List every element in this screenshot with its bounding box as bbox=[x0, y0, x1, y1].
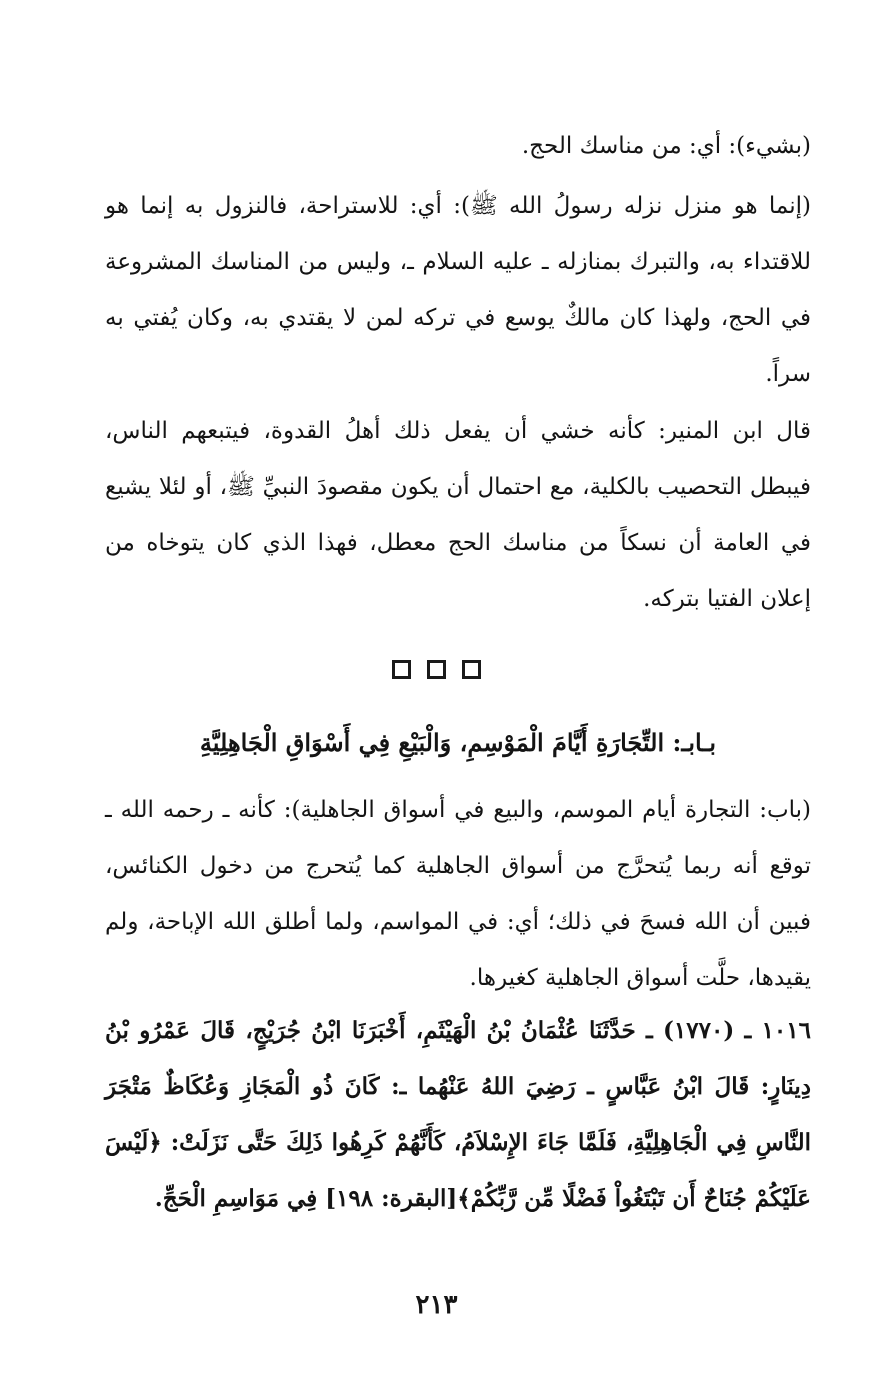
square-ornament-icon bbox=[462, 660, 481, 679]
square-ornament-icon bbox=[427, 660, 446, 679]
chapter-heading: بـابـ: التِّجَارَةِ أَيَّامَ الْمَوْسِمِ، وَالْبَيْعِ فِي أَسْوَاقِ الْجَاهِلِيَّةِ bbox=[199, 728, 717, 757]
hadith-paragraph: ١٠١٦ ـ (١٧٧٠) ـ حَدَّثَنَا عُثْمَانُ بْنُ الْهَيْثَمِ، أَخْبَرَنَا ابْنُ جُرَيْجٍ، قَالَ عَمْرُو بْنُ دِينَارٍ: قَالَ ابْنُ عَبَّاسٍ ـ رَضِيَ اللهُ عَنْهُما ـ: كَانَ ذُو الْمَجَازِ وَعُكَاظٌ مَتْجَرَ النَّاسِ فِي الْجَاهِلِيَّةِ، فَلَمَّا جَاءَ الإِسْلاَمُ، كَأَنَّهُمْ كَرِهُوا ذَلِكَ حَتَّى نَزَلَتْ: ﴿لَيْسَ عَلَيْكُمْ جُنَاحٌ أَن تَبْتَغُواْ فَضْلًا مِّن رَّبِّكُمْ﴾[البقرة: ١٩٨] فِي مَوَاسِمِ الْحَجِّ. bbox=[105, 1017, 811, 1212]
section-divider bbox=[0, 660, 873, 683]
square-ornament-icon bbox=[392, 660, 411, 679]
paragraph-3: قال ابن المنير: كأنه خشي أن يفعل ذلك أهلُ القدوة، فيتبعهم الناس، فيبطل التحصيب بالكلية، مع احتمال أن يكون مقصودَ النبيِّ ﷺ، أو لئلا يشيع في العامة أن نسكاً من مناسك الحج معطل، فهذا الذي كان يتوخاه من إعلان الفتيا بتركه. bbox=[105, 418, 811, 612]
commentary-paragraph: (باب: التجارة أيام الموسم، والبيع في أسواق الجاهلية): كأنه ـ رحمه الله ـ توقع أنه ربما يُتحرَّج من أسواق الجاهلية كما يُتحرج من دخول الكنائس، فبين أن الله فسحَ في ذلك؛ أي: في المواسم، ولما أطلق الله الإباحة، ولم يقيدها، حلَّت أسواق الجاهلية كغيرها. bbox=[105, 797, 811, 991]
page-number: ٢١٣ bbox=[415, 1290, 458, 1320]
paragraph-1: (بشيء): أي: من مناسك الحج. bbox=[521, 133, 811, 159]
paragraph-2: (إنما هو منزل نزله رسولُ الله ﷺ): أي: للاستراحة، فالنزول به إنما هو للاقتداء به، والتبرك بمنازله ـ عليه السلام ـ، وليس من المناسك المشروعة في الحج، ولهذا كان مالكٌ يوسع في تركه لمن لا يقتدي به، وكان يُفتي به سراً. bbox=[105, 193, 811, 387]
